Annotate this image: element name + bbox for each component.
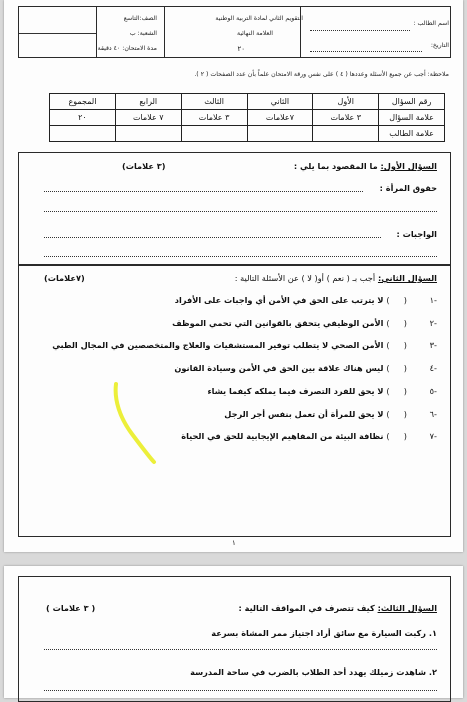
table-cell-input[interactable]	[115, 126, 181, 142]
marks-table	[49, 93, 445, 142]
item-number: -٢	[429, 318, 437, 328]
question-3-heading	[239, 603, 438, 613]
answer-open-paren[interactable]: (	[403, 295, 407, 305]
answer-close-paren[interactable]: )	[386, 340, 390, 350]
question-2-marks: (٧علامات)	[44, 273, 85, 283]
answer-open-paren[interactable]: (	[403, 340, 407, 350]
table-cell: ٧علامات	[247, 110, 313, 126]
list-item	[211, 628, 437, 638]
answer-close-paren[interactable]: )	[386, 386, 390, 396]
section-label: الشعبة: ب	[129, 30, 157, 37]
question-3-text: كيف تتصرف في المواقف التالية :	[238, 603, 375, 613]
answer-open-paren[interactable]: (	[403, 409, 407, 419]
question-1-heading	[294, 161, 437, 171]
question-mark-row	[50, 110, 445, 126]
header-row-line	[19, 33, 96, 34]
list-item	[190, 667, 437, 677]
question-2-title: السؤال الثاني:	[377, 273, 437, 283]
answer-open-paren[interactable]: (	[403, 431, 407, 441]
item-text: لا يحق للمرأة أن تعمل بنفس أجر الرجل	[224, 409, 384, 419]
header-divider-3	[300, 6, 301, 57]
exam-page-1	[4, 0, 463, 552]
item-number: -٥	[429, 386, 437, 396]
item-statement	[207, 386, 407, 396]
item-statement	[224, 409, 407, 419]
table-header-cell: الثاني	[247, 94, 313, 110]
question-1-text: ما المقصود بما يلي :	[293, 161, 378, 171]
answer-line[interactable]	[44, 256, 437, 257]
question-3-title: السؤال الثالث:	[377, 603, 437, 613]
table-cell: علامة الطالب	[379, 126, 445, 142]
question-2-heading	[235, 273, 437, 283]
header-divider-2	[164, 6, 165, 57]
question-2-text: أجب بـ ( نعم ) أو( لا ) عن الأسئلة التالية :	[234, 273, 376, 283]
table-cell: ٢٠	[50, 110, 116, 126]
item-number: -٤	[429, 363, 437, 373]
date-label: التاريخ:	[430, 42, 449, 49]
answer-close-paren[interactable]: )	[386, 318, 390, 328]
page-number: ١	[232, 539, 236, 547]
answer-close-paren[interactable]: )	[386, 295, 390, 305]
date-field[interactable]	[310, 51, 422, 52]
table-cell-input[interactable]	[50, 126, 116, 142]
answer-open-paren[interactable]: (	[403, 318, 407, 328]
highlighter-mark	[104, 378, 164, 468]
item-text: شاهدت زميلك يهدد أحد الطلاب بالضرب في ساحة المدرسة	[190, 667, 427, 677]
answer-close-paren[interactable]: )	[386, 409, 390, 419]
item-text: لا يحق للفرد التصرف فيما يملكه كيفما يشاء	[207, 386, 384, 396]
table-cell-input[interactable]	[247, 126, 313, 142]
item-statement	[52, 340, 407, 350]
table-cell-input[interactable]	[313, 126, 379, 142]
item-statement	[181, 431, 407, 441]
item-statement	[175, 295, 407, 305]
item-statement	[172, 318, 407, 328]
marks-table-header-row	[50, 94, 445, 110]
table-cell: علامة السؤال	[379, 110, 445, 126]
item-text: ركبت السيارة مع سائق أراد اجتياز ممر المشاة بسرعة	[211, 628, 427, 638]
term-duties: الواجبات :	[396, 229, 437, 239]
answer-open-paren[interactable]: (	[403, 386, 407, 396]
table-header-cell: الأول	[313, 94, 379, 110]
answer-line[interactable]	[44, 649, 437, 650]
answer-line[interactable]	[44, 191, 363, 192]
question-3-marks: ( ٣ علامات )	[46, 603, 96, 613]
answer-line[interactable]	[44, 211, 437, 212]
instructions-note: ملاحظة: أجب عن جميع الأسئلة وعددها ( ٤ ) على نفس ورقة الامتحان علماً بأن عدد الصفحات ( ٢ ).	[194, 71, 449, 78]
item-text: ليس هناك علاقة بين الحق في الأمن وسيادة القانون	[174, 363, 384, 373]
item-text: لا يترتب على الحق في الأمن أي واجبات على الأفراد	[174, 295, 384, 305]
item-number: -١	[429, 295, 437, 305]
item-text: الأمن الوظيفي يتحقق بالقوانين التي تحمي الموظف	[172, 318, 384, 328]
duration-label: مدة الامتحان: ٤٠ دقيقة	[97, 45, 157, 52]
question-3-box	[18, 576, 451, 702]
table-header-cell: الرابع	[115, 94, 181, 110]
item-text: الأمن الصحي لا يتطلب توفير المستشفيات والعلاج والمتخصصين في المجال الطبي	[52, 340, 384, 350]
answer-line[interactable]	[44, 690, 437, 691]
question-1-marks: (٣ علامات)	[122, 161, 166, 171]
table-cell: ٧ علامات	[115, 110, 181, 126]
list-item	[47, 295, 437, 309]
table-header-cell: المجموع	[50, 94, 116, 110]
question-1-title: السؤال الأول:	[380, 161, 437, 171]
table-cell: ٣ علامات	[181, 110, 247, 126]
final-mark-label: العلامة النهائية	[237, 30, 273, 37]
grade-label: الصف:التاسع	[123, 15, 157, 22]
answer-close-paren[interactable]: )	[386, 363, 390, 373]
table-header-cell: الثالث	[181, 94, 247, 110]
student-mark-row	[50, 126, 445, 142]
list-item	[47, 340, 437, 354]
answer-close-paren[interactable]: )	[386, 431, 390, 441]
student-name-field[interactable]	[310, 30, 410, 31]
final-mark-value: ٢٠	[237, 45, 245, 53]
term-womens-rights: حقوق المرأة :	[379, 183, 437, 193]
table-cell-input[interactable]	[181, 126, 247, 142]
item-number: -٣	[429, 340, 437, 350]
item-number: -٧	[429, 431, 437, 441]
list-item	[47, 363, 437, 377]
item-statement	[174, 363, 407, 373]
item-number: -٦	[429, 409, 437, 419]
exam-page-2	[4, 566, 463, 698]
item-number: ٢.	[428, 667, 437, 677]
exam-title: التقويم الثاني لمادة التربية الوطنية	[215, 15, 303, 22]
student-name-label: اسم الطالب :	[413, 20, 449, 27]
table-header-cell: رقم السؤال	[379, 94, 445, 110]
answer-line[interactable]	[44, 237, 381, 238]
table-cell: ٣ علامات	[313, 110, 379, 126]
list-item	[47, 318, 437, 332]
answer-open-paren[interactable]: (	[403, 363, 407, 373]
item-number: ١.	[428, 628, 437, 638]
item-text: نظافة البيئة من المفاهيم الإيجابية للحق في الحياة	[181, 431, 384, 441]
